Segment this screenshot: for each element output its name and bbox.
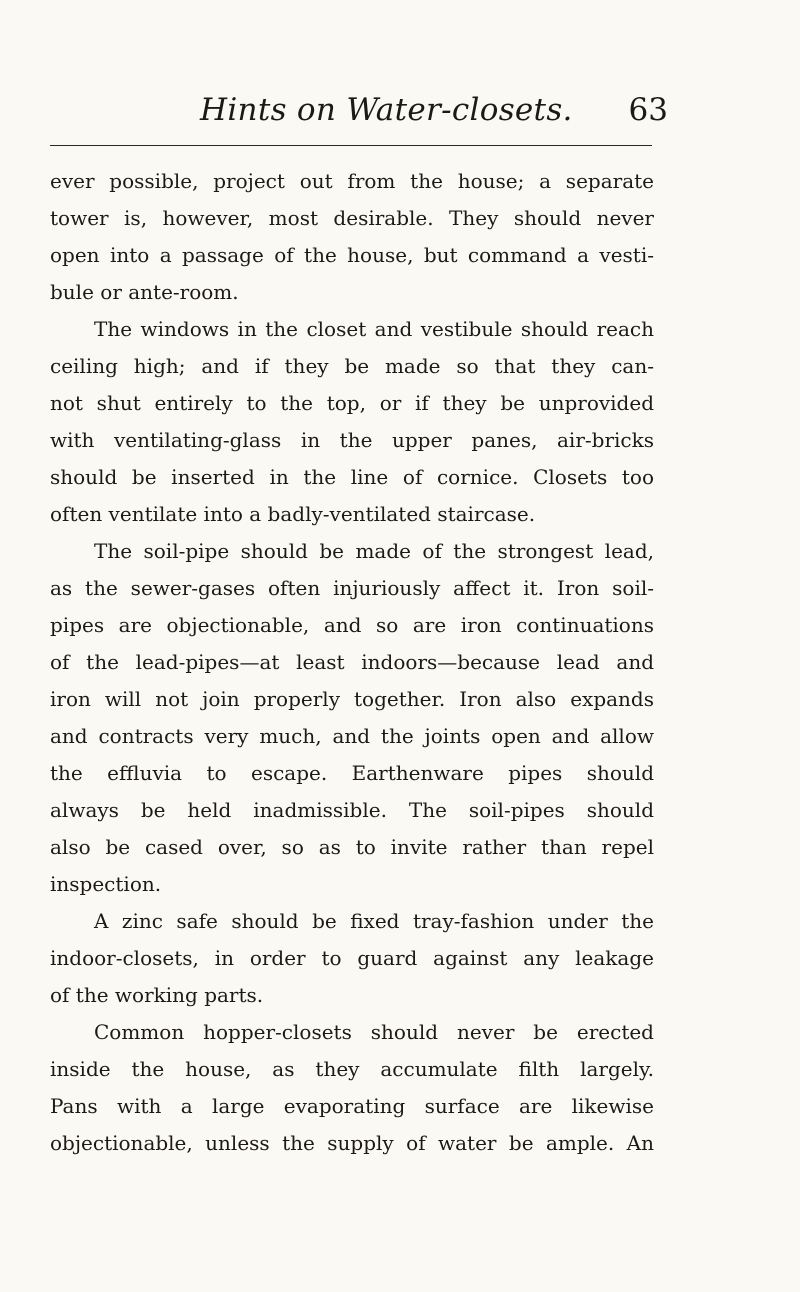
text-line: often ventilate into a badly-ventilated staircase.	[50, 502, 536, 526]
text-line: the effluvia to escape. Earthenware pipes should	[50, 761, 654, 785]
running-head	[148, 92, 668, 136]
text-line: objectionable, unless the supply of water be ample. An	[50, 1131, 654, 1155]
text-line: bule or ante-room.	[50, 280, 239, 304]
page-number: 63	[628, 92, 668, 128]
text-line: A zinc safe should be fixed tray-fashion under the	[94, 909, 654, 933]
text-line: pipes are objectionable, and so are iron continuations	[50, 613, 654, 637]
text-line: not shut entirely to the top, or if they be unprovided	[50, 391, 654, 415]
header-rule	[50, 145, 652, 146]
text-line: The soil-pipe should be made of the strongest lead,	[94, 539, 654, 563]
text-line: also be cased over, so as to invite rather than repel	[50, 835, 654, 859]
text-line: as the sewer-gases often injuriously affect it. Iron soil-	[50, 576, 654, 600]
text-line: of the lead-pipes—at least indoors—because lead and	[50, 650, 654, 674]
text-line: iron will not join properly together. Iron also expands	[50, 687, 654, 711]
running-title: Hints on Water-closets.	[200, 92, 573, 128]
text-line: The windows in the closet and vestibule should reach	[94, 317, 654, 341]
text-line: inside the house, as they accumulate filth largely.	[50, 1057, 654, 1081]
text-line: Common hopper-closets should never be erected	[94, 1020, 654, 1044]
text-line: indoor-closets, in order to guard against any leakage	[50, 946, 654, 970]
text-line: of the working parts.	[50, 983, 264, 1007]
text-line: should be inserted in the line of cornice. Closets too	[50, 465, 654, 489]
text-line: ever possible, project out from the house; a separate	[50, 169, 654, 193]
text-line: always be held inadmissible. The soil-pipes should	[50, 798, 654, 822]
text-line: open into a passage of the house, but command a vesti-	[50, 243, 654, 267]
text-line: ceiling high; and if they be made so that they can-	[50, 354, 654, 378]
text-line: inspection.	[50, 872, 162, 896]
text-line: Pans with a large evaporating surface are likewise	[50, 1094, 654, 1118]
text-line: tower is, however, most desirable. They should never	[50, 206, 654, 230]
text-line: and contracts very much, and the joints open and allow	[50, 724, 654, 748]
text-line: with ventilating-glass in the upper panes, air-bricks	[50, 428, 654, 452]
